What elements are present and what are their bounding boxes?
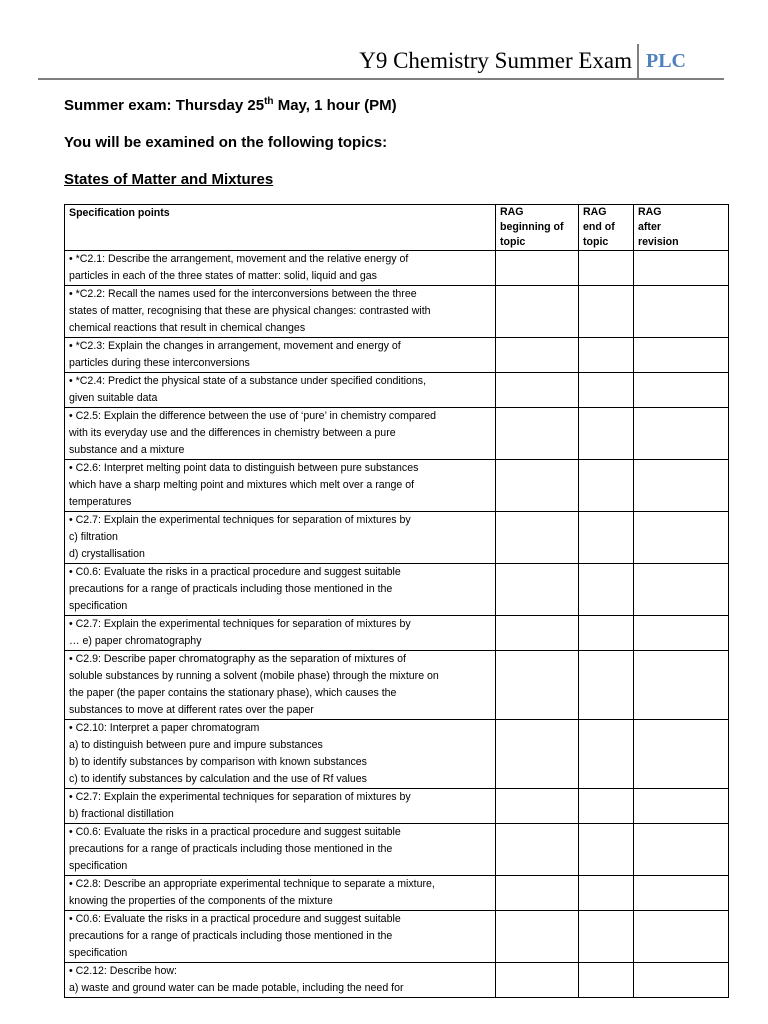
table-row (65, 564, 729, 616)
table-header-row (65, 205, 729, 251)
specification-point: • C2.7: Explain the experimental techniques for separation of mixtures by b) fractional distillation (65, 789, 496, 824)
specification-point: • C2.8: Describe an appropriate experimental technique to separate a mixture, knowing the properties of the components of the mixture (65, 876, 496, 911)
rag-after-cell[interactable] (634, 651, 729, 720)
header-specification-points: Specification points (65, 205, 496, 251)
rag-beginning-cell[interactable] (496, 824, 579, 876)
rag-after-cell[interactable] (634, 251, 729, 286)
rag-beginning-cell[interactable] (496, 564, 579, 616)
table-row (65, 460, 729, 512)
rag-after-cell[interactable] (634, 911, 729, 963)
exam-date-line (64, 96, 397, 114)
table-row (65, 251, 729, 286)
rag-after-cell[interactable] (634, 720, 729, 789)
specification-point: • *C2.3: Explain the changes in arrangement, movement and energy of particles during these interconversions (65, 338, 496, 373)
rag-end-cell[interactable] (579, 911, 634, 963)
rag-beginning-cell[interactable] (496, 373, 579, 408)
specification-point: • C2.7: Explain the experimental techniques for separation of mixtures by c) filtration d) crystallisation (65, 512, 496, 564)
rag-after-cell[interactable] (634, 373, 729, 408)
rag-after-cell[interactable] (634, 286, 729, 338)
topics-intro: You will be examined on the following topics: (64, 134, 388, 151)
specification-point: • C0.6: Evaluate the risks in a practical procedure and suggest suitable precautions for a range of practicals including those mentioned in the specification (65, 911, 496, 963)
rag-beginning-cell[interactable] (496, 616, 579, 651)
exam-date-ordinal: th (264, 96, 274, 107)
table-row (65, 789, 729, 824)
header-divider (637, 44, 639, 78)
rag-end-cell[interactable] (579, 876, 634, 911)
rag-end-cell[interactable] (579, 963, 634, 998)
specification-point: • C2.6: Interpret melting point data to distinguish between pure substances which have a sharp melting point and mixtures which melt over a range of temperatures (65, 460, 496, 512)
rag-beginning-cell[interactable] (496, 651, 579, 720)
rag-beginning-cell[interactable] (496, 789, 579, 824)
table-row (65, 408, 729, 460)
rag-end-cell[interactable] (579, 789, 634, 824)
rag-beginning-cell[interactable] (496, 512, 579, 564)
rag-after-cell[interactable] (634, 876, 729, 911)
rag-after-cell[interactable] (634, 616, 729, 651)
table-row (65, 616, 729, 651)
rag-after-cell[interactable] (634, 408, 729, 460)
specification-point: • C2.12: Describe how: a) waste and ground water can be made potable, including the need for (65, 963, 496, 998)
table-row (65, 338, 729, 373)
rag-end-cell[interactable] (579, 651, 634, 720)
specification-point: • *C2.1: Describe the arrangement, movement and the relative energy of particles in each of the three states of matter: solid, liquid and gas (65, 251, 496, 286)
specification-point: • C2.5: Explain the difference between the use of ‘pure’ in chemistry compared with its everyday use and the differences in chemistry between a pure substance and a mixture (65, 408, 496, 460)
table-row (65, 286, 729, 338)
rag-end-cell[interactable] (579, 564, 634, 616)
rag-after-cell[interactable] (634, 789, 729, 824)
table-row (65, 824, 729, 876)
rag-end-cell[interactable] (579, 616, 634, 651)
rag-end-cell[interactable] (579, 338, 634, 373)
rag-end-cell[interactable] (579, 251, 634, 286)
rag-beginning-cell[interactable] (496, 460, 579, 512)
specification-table (64, 204, 729, 998)
rag-end-cell[interactable] (579, 408, 634, 460)
table-row (65, 373, 729, 408)
rag-beginning-cell[interactable] (496, 963, 579, 998)
rag-beginning-cell[interactable] (496, 338, 579, 373)
table-row (65, 512, 729, 564)
specification-point: • *C2.4: Predict the physical state of a substance under specified conditions, given suitable data (65, 373, 496, 408)
exam-date-prefix: Summer exam: Thursday 25 (64, 97, 265, 114)
rag-after-cell[interactable] (634, 963, 729, 998)
rag-end-cell[interactable] (579, 460, 634, 512)
table-row (65, 963, 729, 998)
table-row (65, 720, 729, 789)
specification-point: • C2.10: Interpret a paper chromatogram a) to distinguish between pure and impure substances b) to identify substances by comparison with known substances c) to identify substances by calculation and the use of Rf values (65, 720, 496, 789)
table-row (65, 651, 729, 720)
rag-end-cell[interactable] (579, 824, 634, 876)
document-title: Y9 Chemistry Summer Exam (359, 48, 632, 73)
table-row (65, 911, 729, 963)
specification-point: • *C2.2: Recall the names used for the interconversions between the three states of matter, recognising that these are physical changes: contrasted with chemical reactions that result in chemical changes (65, 286, 496, 338)
specification-point: • C0.6: Evaluate the risks in a practical procedure and suggest suitable precautions for a range of practicals including those mentioned in the specification (65, 564, 496, 616)
rag-after-cell[interactable] (634, 564, 729, 616)
specification-point: • C2.9: Describe paper chromatography as the separation of mixtures of soluble substances by running a solvent (mobile phase) through the mixture on the paper (the paper contains the stationary phase), which causes the substances to move at different rates over the paper (65, 651, 496, 720)
table-row (65, 876, 729, 911)
rag-after-cell[interactable] (634, 338, 729, 373)
rag-end-cell[interactable] (579, 286, 634, 338)
rag-beginning-cell[interactable] (496, 911, 579, 963)
specification-point: • C0.6: Evaluate the risks in a practical procedure and suggest suitable precautions for a range of practicals including those mentioned in the specification (65, 824, 496, 876)
rag-after-cell[interactable] (634, 512, 729, 564)
rag-beginning-cell[interactable] (496, 286, 579, 338)
header-rag-beginning: RAG beginning of topic (496, 205, 579, 251)
specification-table-body (65, 251, 729, 998)
rag-end-cell[interactable] (579, 373, 634, 408)
rag-end-cell[interactable] (579, 720, 634, 789)
header-rag-after: RAG after revision (634, 205, 729, 251)
exam-date-rest: May, 1 hour (PM) (273, 97, 397, 114)
section-title: States of Matter and Mixtures (64, 171, 274, 188)
rag-after-cell[interactable] (634, 460, 729, 512)
document-code: PLC (646, 50, 686, 72)
rag-beginning-cell[interactable] (496, 876, 579, 911)
rag-beginning-cell[interactable] (496, 408, 579, 460)
rag-beginning-cell[interactable] (496, 720, 579, 789)
rag-end-cell[interactable] (579, 512, 634, 564)
header-rag-end: RAG end of topic (579, 205, 634, 251)
rag-beginning-cell[interactable] (496, 251, 579, 286)
rag-after-cell[interactable] (634, 824, 729, 876)
page-header (38, 40, 724, 80)
specification-point: • C2.7: Explain the experimental techniques for separation of mixtures by … e) paper chromatography (65, 616, 496, 651)
